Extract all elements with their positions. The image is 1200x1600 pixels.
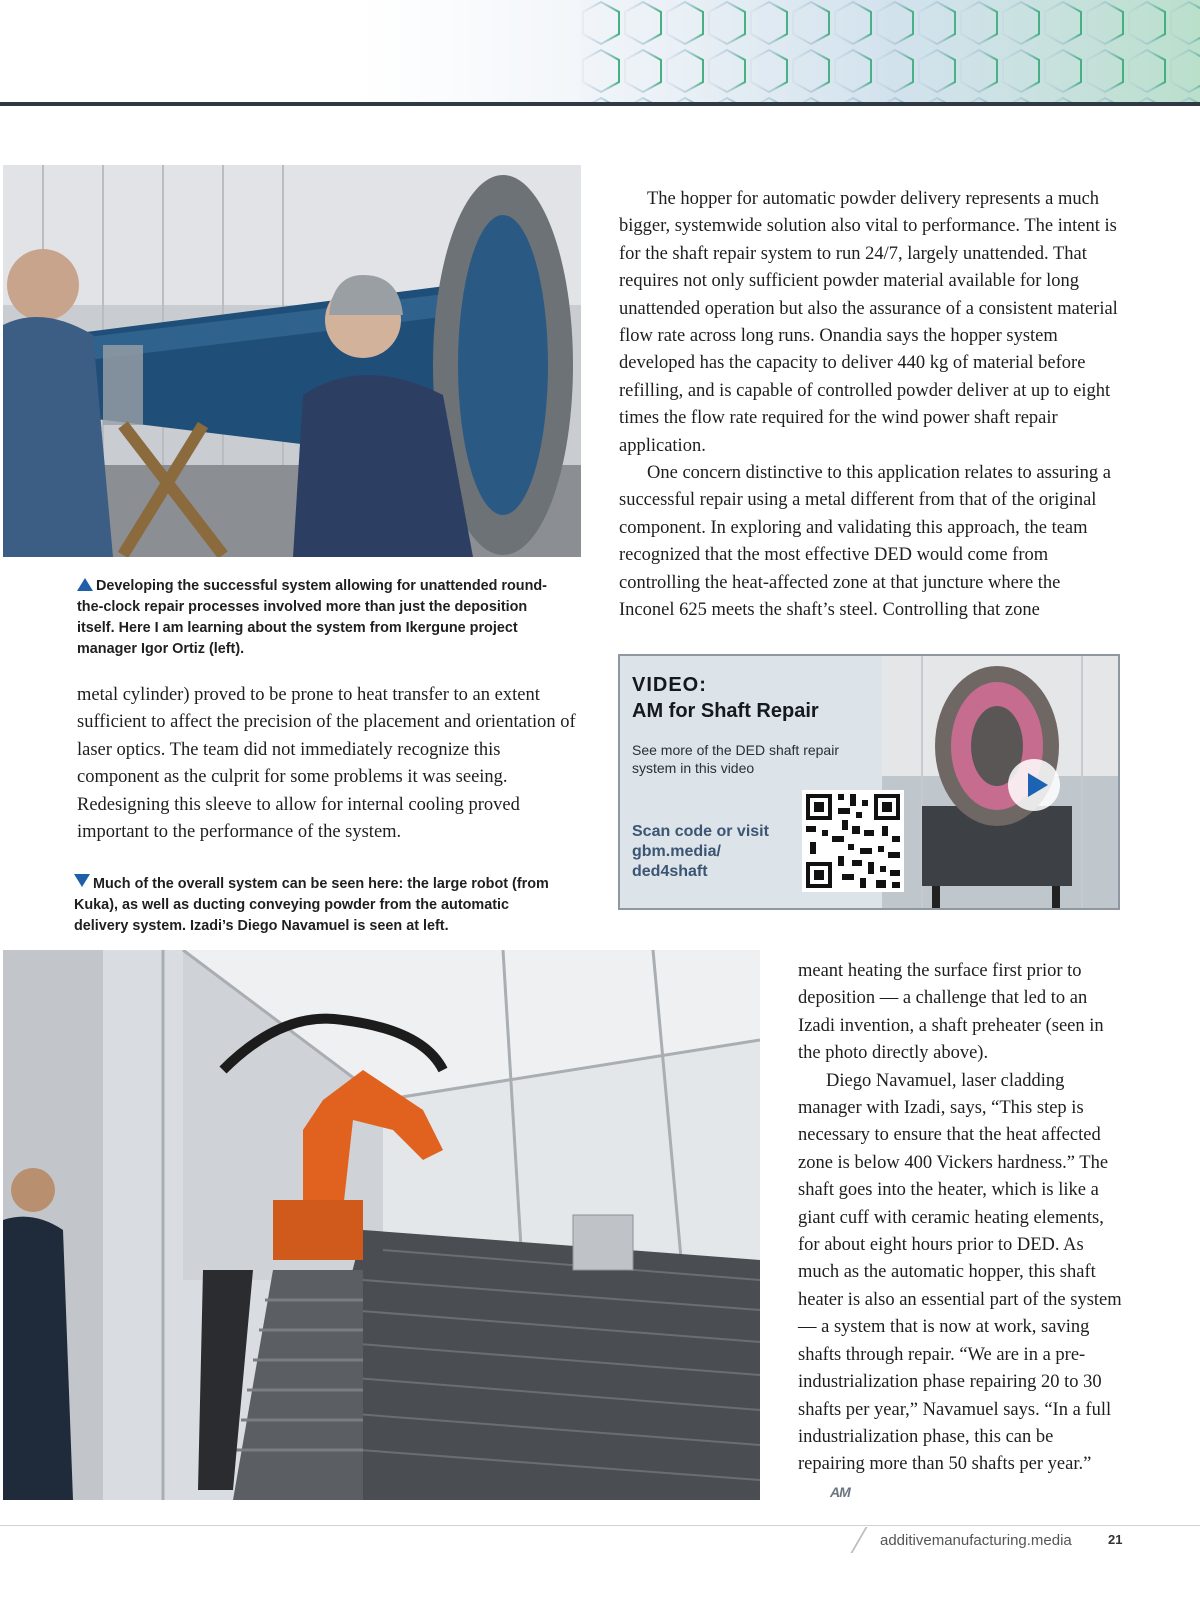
triangle-up-icon xyxy=(77,578,93,591)
triangle-down-icon xyxy=(74,874,90,887)
header-rule xyxy=(0,102,1200,106)
video-description: See more of the DED shaft repair system in this video xyxy=(632,742,839,776)
video-thumbnail[interactable] xyxy=(882,656,1120,910)
article-text-col2 xyxy=(619,186,1119,625)
video-scan-text xyxy=(632,822,797,882)
paragraph: The hopper for automatic powder delivery represents a much bigger, systemwide solution also vital to performance. The intent is for the shaft repair system to run 24/7, largely unattended. That requires not only sufficient powder material available for long unattended operation but also the assurance of a consistent material flow rate across long runs. Onandia says the hopper system developed has the capacity to deliver 440 kg of material before refilling, and is capable of controlled powder deliver at up to eight times the flow rate required for the wind power shaft repair application. xyxy=(619,189,1118,456)
footer-site[interactable]: additivemanufacturing.media xyxy=(880,1532,1072,1549)
am-logo-icon: AM xyxy=(830,1483,850,1500)
caption-bottom-photo xyxy=(74,874,564,937)
photo-robot-cell xyxy=(3,950,760,1500)
video-label: VIDEO: xyxy=(632,674,707,696)
paragraph xyxy=(798,1068,1124,1507)
header-band xyxy=(0,0,1200,104)
caption-top-photo xyxy=(77,576,547,660)
video-callout[interactable] xyxy=(618,654,1120,910)
scan-line: Scan code or visit xyxy=(632,823,769,840)
paragraph: metal cylinder) proved to be prone to heat transfer to an extent sufficient to affect the precision of the placement and orientation of laser optics. The team did not immediately recognize this component as the culprit for some problems it was seeing. Redesigning this sleeve to allow for internal cooling proved important to the performance of the system. xyxy=(77,685,576,843)
play-icon xyxy=(1028,773,1048,797)
caption-bottom-photo-text: Much of the overall system can be seen here: the large robot (from Kuka), as well as ducting conveying powder from the automatic delivery system. Izadi’s Diego Navamuel is seen at left. xyxy=(74,876,549,934)
video-title: AM for Shaft Repair xyxy=(632,700,819,722)
footer-rule xyxy=(0,1525,1200,1526)
hexagon-pattern-icon xyxy=(580,0,1200,104)
video-link[interactable]: gbm.media/ xyxy=(632,843,721,860)
article-text-col1 xyxy=(77,682,582,846)
qr-code-icon[interactable] xyxy=(802,790,904,892)
article-text-col3 xyxy=(798,958,1124,1506)
play-button[interactable] xyxy=(1008,759,1060,811)
footer-slash-icon xyxy=(850,1527,867,1553)
caption-top-photo-text: Developing the successful system allowing for unattended round-the-clock repair processes involved more than just the deposition itself. Here I am learning about the system from Ikergune project manager Igor Ortiz (left). xyxy=(77,578,547,657)
paragraph: meant heating the surface first prior to deposition — a challenge that led to an Izadi invention, a shaft preheater (seen in the photo directly above). xyxy=(798,961,1104,1064)
video-link-path[interactable]: ded4shaft xyxy=(632,863,708,880)
page-number: 21 xyxy=(1108,1532,1123,1547)
photo-shaft-discussion xyxy=(3,165,581,557)
paragraph: One concern distinctive to this application relates to assuring a successful repair using a metal different from that of the original component. In exploring and validating this approach, the team recognized that the most effective DED would come from controlling the heat-affected zone at that juncture where the Inconel 625 meets the shaft’s steel. Controlling that zone xyxy=(619,463,1111,621)
paragraph-text: Diego Navamuel, laser cladding manager with Izadi, says, “This step is necessary to ensure that the heat affected zone is below 400 Vickers hardness.” The shaft goes into the heater, which is like a giant cuff with ceramic heating elements, for about eight hours prior to DED. As much as the automatic hopper, this shaft heater is also an essential part of the system — a system that is now at work, saving shafts through repair. “We are in a pre-industrialization phase repairing 20 to 30 shafts per year,” Navamuel says. “In a full industrialization phase, this can be repairing more than 50 shafts per year.” xyxy=(798,1070,1122,1475)
